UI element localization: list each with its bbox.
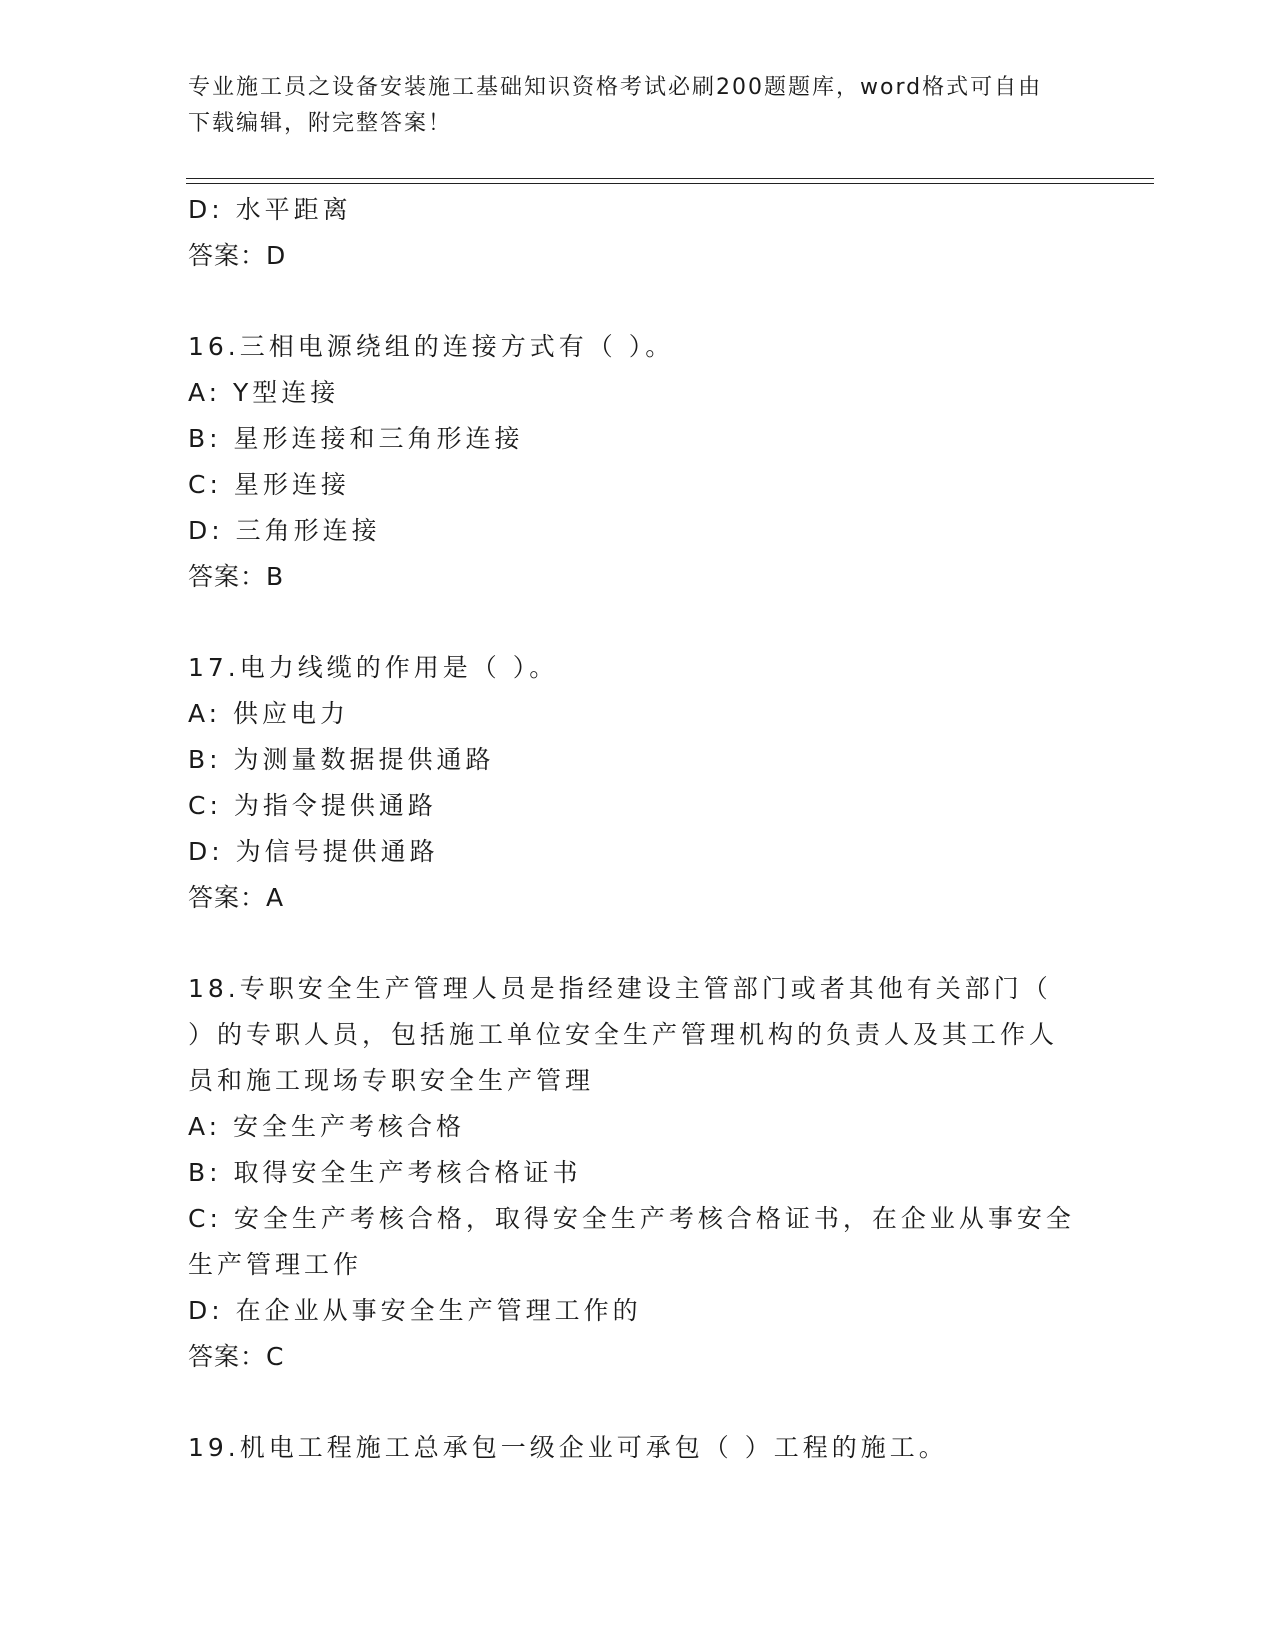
option-b: B: 星形连接和三角形连接 bbox=[188, 424, 524, 453]
question-stem: 16.三相电源绕组的连接方式有（ ）。 bbox=[188, 332, 675, 361]
question-18 bbox=[188, 966, 1078, 1380]
question-stem: 19.机电工程施工总承包一级企业可承包（ ）工程的施工。 bbox=[188, 1433, 948, 1462]
option-a: A: 供应电力 bbox=[188, 699, 350, 728]
option-b: B: 为测量数据提供通路 bbox=[188, 745, 495, 774]
header-divider-top bbox=[186, 178, 1154, 179]
spacer bbox=[188, 1380, 1078, 1425]
prev-option-d: D: 水平距离 bbox=[188, 195, 352, 224]
question-17 bbox=[188, 645, 1078, 921]
header-divider-bottom bbox=[186, 183, 1154, 184]
option-d: D: 三角形连接 bbox=[188, 516, 381, 545]
question-list bbox=[188, 187, 1078, 1471]
question-stem-line-2: ）的专职人员，包括施工单位安全生产管理机构的负责人及其工作人 bbox=[188, 1020, 1059, 1049]
option-c-line-2: 生产管理工作 bbox=[188, 1250, 363, 1279]
option-a: A: Y型连接 bbox=[188, 378, 340, 407]
option-c: C: 为指令提供通路 bbox=[188, 791, 437, 820]
option-d: D: 在企业从事安全生产管理工作的 bbox=[188, 1296, 642, 1325]
question-16 bbox=[188, 324, 1078, 600]
answer: 答案：A bbox=[188, 883, 285, 912]
spacer bbox=[188, 921, 1078, 966]
option-c-line-1: C: 安全生产考核合格，取得安全生产考核合格证书，在企业从事安全 bbox=[188, 1204, 1075, 1233]
option-d: D: 为信号提供通路 bbox=[188, 837, 439, 866]
spacer bbox=[188, 600, 1078, 645]
header-title-line-2: 下载编辑，附完整答案！ bbox=[188, 111, 453, 136]
question-stem: 17.电力线缆的作用是（ ）。 bbox=[188, 653, 559, 682]
header-title-line-1: 专业施工员之设备安装施工基础知识资格考试必刷200题题库，word格式可自由 bbox=[188, 75, 1043, 100]
option-a: A: 安全生产考核合格 bbox=[188, 1112, 466, 1141]
question-stem-line-3: 员和施工现场专职安全生产管理 bbox=[188, 1066, 595, 1095]
answer: 答案：C bbox=[188, 1342, 285, 1371]
question-19 bbox=[188, 1425, 1078, 1471]
spacer bbox=[188, 279, 1078, 324]
option-c: C: 星形连接 bbox=[188, 470, 350, 499]
prev-answer: 答案：D bbox=[188, 241, 287, 270]
option-b: B: 取得安全生产考核合格证书 bbox=[188, 1158, 582, 1187]
answer: 答案：B bbox=[188, 562, 285, 591]
page-header bbox=[188, 70, 1068, 142]
question-stem-line-1: 18.专职安全生产管理人员是指经建设主管部门或者其他有关部门（ bbox=[188, 974, 1052, 1003]
